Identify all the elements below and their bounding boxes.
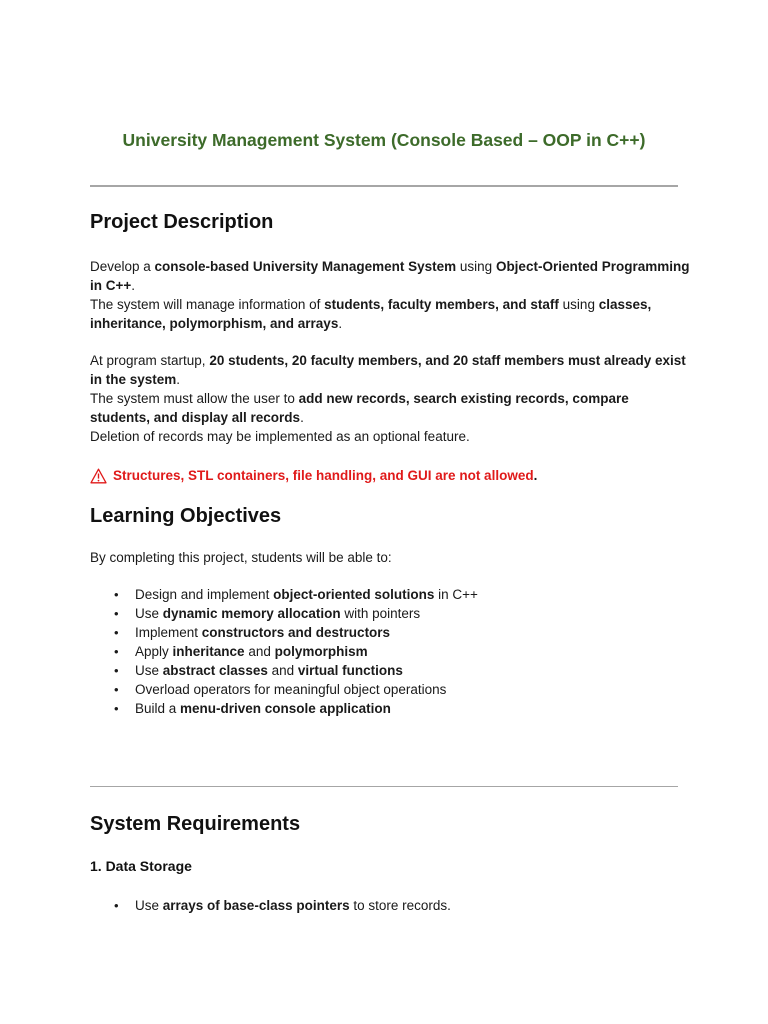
bold-text: console-based University Management System bbox=[154, 259, 457, 274]
bold-text: Object-Oriented Programming in C++ bbox=[90, 259, 690, 293]
bold-text: classes, inheritance, polymorphism, and arrays bbox=[90, 297, 652, 331]
text-run: Use bbox=[135, 663, 163, 678]
bold-text: virtual functions bbox=[297, 663, 403, 678]
data-storage-list bbox=[90, 896, 451, 915]
bullet-icon: • bbox=[114, 663, 119, 678]
bullet-icon: • bbox=[114, 898, 119, 913]
text-run: Implement bbox=[135, 625, 202, 640]
text-run: . bbox=[338, 316, 343, 331]
text-run: . bbox=[176, 372, 181, 387]
text-run: and bbox=[244, 644, 275, 659]
bold-text: dynamic memory allocation bbox=[162, 606, 341, 621]
text-run: Overload operators for meaningful object operations bbox=[135, 682, 447, 697]
text-run: using bbox=[558, 297, 599, 312]
text-run: with pointers bbox=[340, 606, 421, 621]
bold-text: constructors and destructors bbox=[201, 625, 391, 640]
text-run: . bbox=[131, 278, 136, 293]
text-run: Use bbox=[135, 606, 163, 621]
bold-text: students, faculty members, and staff bbox=[324, 297, 559, 312]
list-item bbox=[90, 699, 478, 718]
bold-text: 20 students, 20 faculty members, and 20 staff members must already exist in the system bbox=[90, 353, 686, 387]
text-run: . bbox=[300, 410, 304, 425]
bold-text: inheritance bbox=[172, 644, 245, 659]
bold-text: abstract classes bbox=[162, 663, 268, 678]
description-paragraph-1 bbox=[90, 257, 690, 333]
section-heading-project-description: Project Description bbox=[90, 211, 274, 233]
document-title: University Management System (Console Based – OOP in C++) bbox=[122, 130, 646, 150]
text-run: to store records. bbox=[349, 898, 451, 913]
list-item bbox=[90, 623, 478, 642]
text-run: Use bbox=[135, 898, 163, 913]
text-run: The system must allow the user to bbox=[90, 391, 299, 406]
bold-text: object-oriented solutions bbox=[273, 587, 435, 602]
bullet-icon: • bbox=[114, 644, 119, 659]
text-run: in C++ bbox=[434, 587, 478, 602]
objectives-intro: By completing this project, students will be able to: bbox=[90, 550, 392, 565]
list-item bbox=[90, 604, 478, 623]
bold-text: menu-driven console application bbox=[180, 701, 391, 716]
text-run: Build a bbox=[135, 701, 181, 716]
bullet-icon: • bbox=[114, 625, 119, 640]
list-item bbox=[90, 585, 478, 604]
text-run: Develop a bbox=[90, 259, 155, 274]
section-divider bbox=[90, 786, 678, 787]
list-item bbox=[90, 661, 478, 680]
list-item bbox=[90, 680, 478, 699]
description-paragraph-2 bbox=[90, 351, 690, 446]
bullet-icon: • bbox=[114, 682, 119, 697]
list-item bbox=[90, 896, 451, 915]
bold-text: arrays of base-class pointers bbox=[162, 898, 350, 913]
section-heading-learning-objectives: Learning Objectives bbox=[90, 505, 282, 527]
text-run: At program startup, bbox=[90, 353, 210, 368]
restriction-warning bbox=[90, 466, 690, 485]
bullet-icon: • bbox=[114, 606, 119, 621]
text-run: and bbox=[267, 663, 298, 678]
text-run: using bbox=[456, 259, 496, 274]
objectives-list bbox=[90, 585, 478, 718]
warning-text: Structures, STL containers, file handling, and GUI are not allowed bbox=[113, 468, 534, 483]
bullet-icon: • bbox=[114, 701, 119, 716]
warning-triangle-icon bbox=[90, 468, 107, 484]
bullet-icon: • bbox=[114, 587, 119, 602]
list-item bbox=[90, 642, 478, 661]
text-run: The system will manage information of bbox=[90, 297, 325, 312]
text-run: Deletion of records may be implemented as an optional feature. bbox=[90, 429, 470, 444]
bold-text: add new records, search existing records, compare students, and display all records bbox=[90, 391, 629, 425]
title-divider bbox=[90, 185, 678, 187]
warning-period: . bbox=[533, 468, 538, 483]
bold-text: polymorphism bbox=[274, 644, 368, 659]
text-run: Design and implement bbox=[135, 587, 274, 602]
subheading-data-storage: 1. Data Storage bbox=[90, 858, 192, 874]
text-run: Apply bbox=[135, 644, 173, 659]
section-heading-system-requirements: System Requirements bbox=[90, 813, 301, 835]
